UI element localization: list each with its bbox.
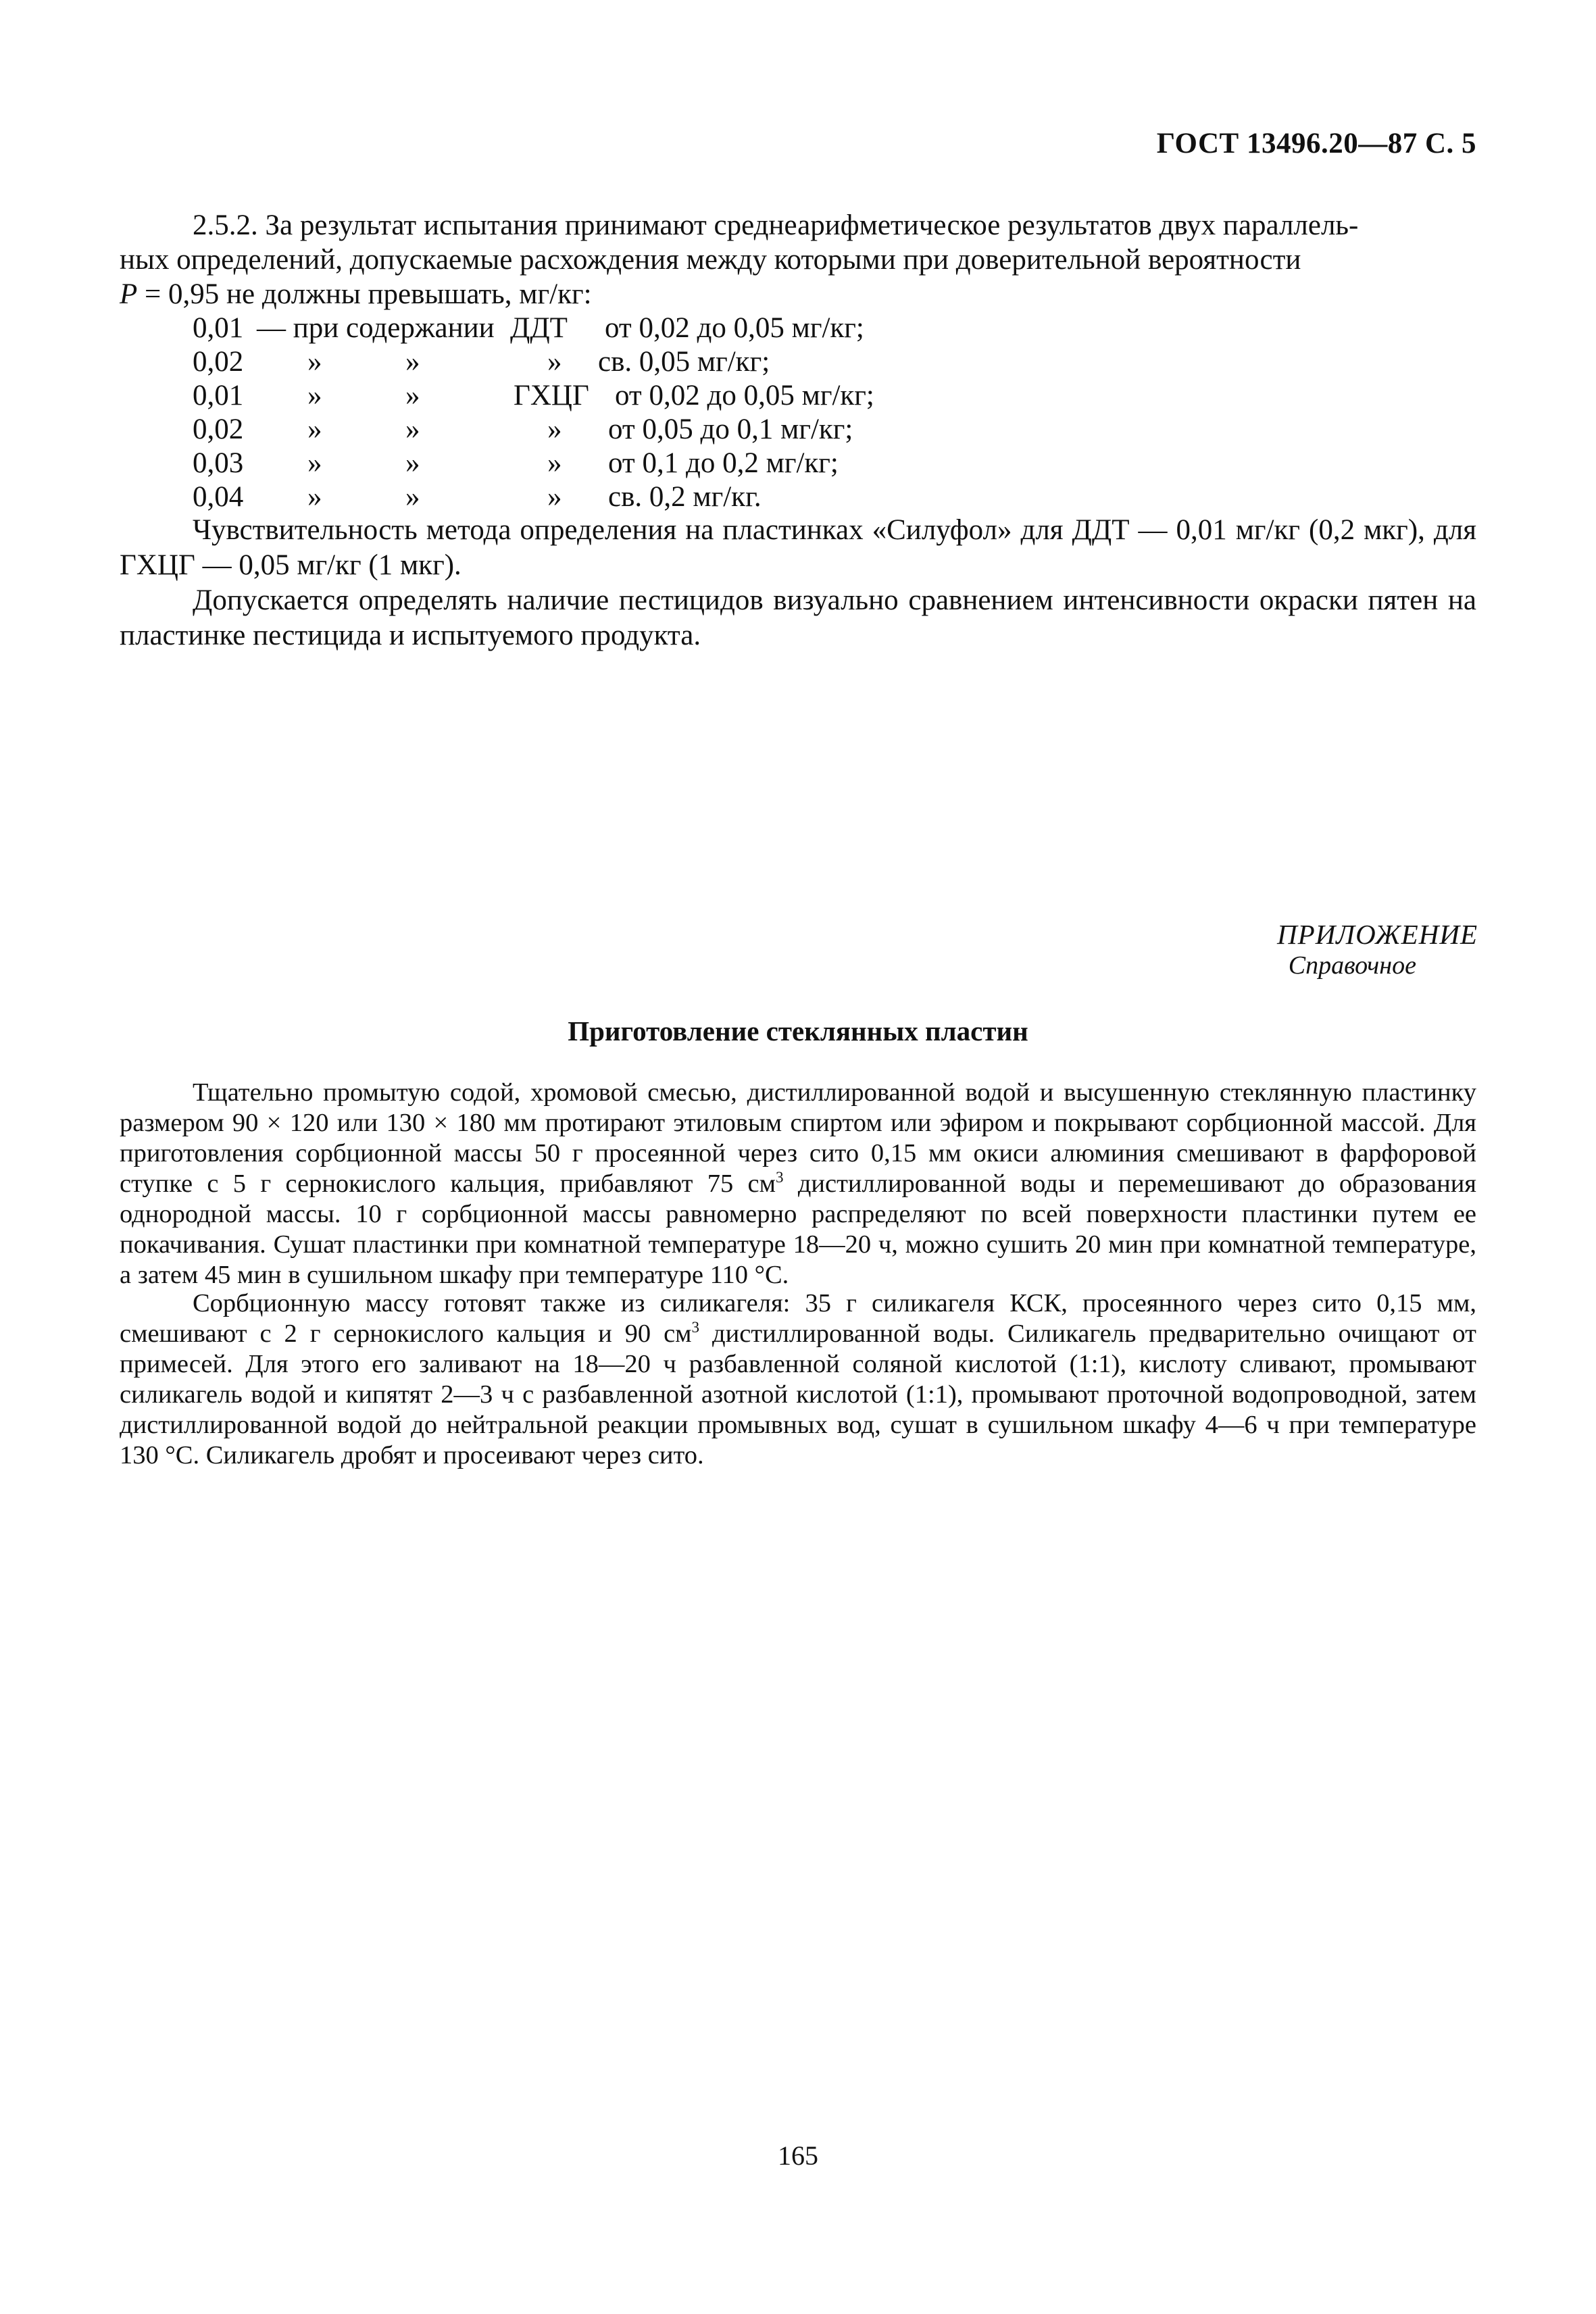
paragraph-text: дистиллированной воды. Силикагель предварительно очищают от примесей. Для этого его заливают на 18—20 ч разбавленной соляной кислотой (1:1), кислоту сливают, промывают силикагель водой и кипятят 2—3 ч с разбавленной азотной кислотой (1:1), промывают проточной водопроводной, затем дистиллированной водой до нейтральной реакции промывных вод, сушат в сушильном шкафу 4—6 ч при температуре 130 °С. Силикагель дробят и просеивают через сито.: [120, 1319, 1476, 1469]
concentration-range: от 0,05 до 0,1 мг/кг;: [608, 413, 853, 445]
paragraph-line: [120, 277, 1476, 311]
paragraph-line: ных определений, допускаемые расхождения между которыми при доверительной вероятности: [120, 244, 1301, 276]
tolerance-value: 0,02: [193, 413, 244, 445]
ditto-mark: »: [307, 346, 322, 378]
ditto-mark: »: [405, 346, 420, 378]
pesticide-name: »: [547, 413, 562, 445]
pesticide-name: ГХЦГ: [514, 380, 589, 411]
ditto-mark: »: [307, 447, 322, 479]
superscript: 3: [691, 1318, 700, 1336]
pesticide-name: ДДТ: [510, 312, 568, 344]
ditto-mark: »: [405, 447, 420, 479]
appendix-paragraph-1: [120, 1078, 1476, 1290]
ditto-mark: »: [405, 380, 420, 411]
paragraph-2-5-2: [120, 208, 1476, 311]
page-number: 165: [778, 2140, 818, 2171]
pesticide-name: »: [547, 481, 562, 513]
tolerance-value: 0,01: [193, 380, 244, 411]
visual-detection-paragraph: Допускается определять наличие пестицидов визуально сравнением интенсивности окраски пятен на пластинке пестицида и испытуемого продукта.: [120, 584, 1476, 651]
tolerance-value: 0,03: [193, 447, 244, 479]
appendix-paragraph-2: [120, 1288, 1476, 1471]
concentration-range: от 0,02 до 0,05 мг/кг;: [615, 380, 874, 411]
paragraph-text: дистиллированной воды и перемешивают до образования однородной массы. 10 г сорбционной массы равномерно распределяют по всей поверхности пластинки путем ее покачивания. Сушат пластинки при комнатной температуре 18—20 ч, можно сушить 20 мин при комнатной температуре, а затем 45 мин в сушильном шкафу при температуре 110 °С.: [120, 1169, 1476, 1289]
concentration-range: св. 0,05 мг/кг;: [598, 346, 770, 378]
ditto-mark: »: [307, 413, 322, 445]
tolerance-value: 0,02: [193, 346, 244, 378]
tolerance-value: 0,04: [193, 481, 244, 513]
paragraph-text: = 0,95 не должны превышать, мг/кг:: [137, 278, 592, 310]
appendix-label: ПРИЛОЖЕНИЕ: [1277, 919, 1478, 950]
appendix-title: Приготовление стеклянных пластин: [568, 1015, 1028, 1047]
concentration-range: от 0,1 до 0,2 мг/кг;: [608, 447, 839, 479]
ditto-mark: »: [307, 481, 322, 513]
pesticide-name: »: [547, 447, 562, 479]
document-header: ГОСТ 13496.20—87 С. 5: [1156, 128, 1476, 159]
paragraph-text: Тщательно промытую содой, хромовой смесью, дистиллированной водой и высушенную стеклянную пластинку размером 90 × 120 или 130 × 180 мм протирают этиловым спиртом или эфиром и покрывают сорбционной массой. Для приготовления сорбционной массы 50 г просеянной через сито 0,15 мм окиси алюминия смешивают в фарфоровой ступке с 5 г сернокислого кальция, прибавляют 75 см: [120, 1078, 1476, 1198]
variable-p: P: [120, 278, 138, 310]
paragraph-line: 2.5.2. За результат испытания принимают среднеарифметическое результатов двух параллель-: [193, 209, 1359, 241]
concentration-range: св. 0,2 мг/кг.: [608, 481, 762, 513]
paragraph-text: Сорбционную массу готовят также из силикагеля: 35 г силикагеля КСК, просеянного через сито 0,15 мм, смешивают с 2 г сернокислого кальция и 90 см: [120, 1289, 1476, 1348]
concentration-range: от 0,02 до 0,05 мг/кг;: [605, 312, 864, 344]
tolerance-condition: — при содержании: [257, 312, 495, 344]
appendix-sublabel: Справочное: [1288, 951, 1416, 980]
sensitivity-paragraph: Чувствительность метода определения на пластинках «Силуфол» для ДДТ — 0,01 мг/кг (0,2 мкг), для ГХЦГ — 0,05 мг/кг (1 мкг).: [120, 514, 1476, 581]
ditto-mark: »: [307, 380, 322, 411]
ditto-mark: »: [405, 413, 420, 445]
tolerance-value: 0,01: [193, 312, 244, 344]
superscript: 3: [775, 1168, 784, 1186]
ditto-mark: »: [405, 481, 420, 513]
pesticide-name: »: [547, 346, 562, 378]
